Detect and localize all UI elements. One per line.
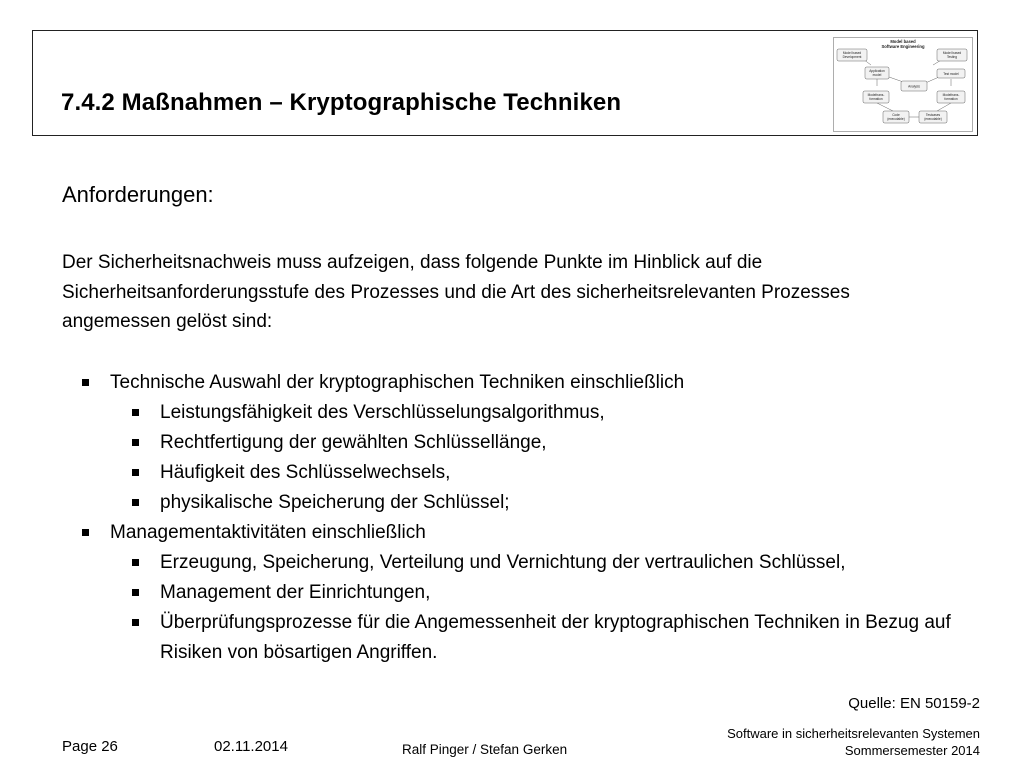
svg-text:Application: Application <box>869 69 885 73</box>
slide-header <box>32 30 978 136</box>
list-item <box>80 608 985 668</box>
list-item <box>80 548 985 578</box>
svg-text:(executable): (executable) <box>887 117 905 121</box>
bullet-marker <box>132 619 139 626</box>
svg-text:formation: formation <box>869 97 883 101</box>
bullet-marker <box>82 529 89 536</box>
list-item <box>80 518 985 548</box>
mbse-diagram-graphic <box>833 37 973 132</box>
list-item-text: Management der Einrichtungen, <box>160 582 431 603</box>
list-item <box>80 368 985 398</box>
list-item-text: Überprüfungsprozesse für die Angemessenheit der kryptographischen Techniken in Bezug auf Risiken von bösartigen Angriffen. <box>160 612 951 663</box>
footer-date: 02.11.2014 <box>214 738 288 755</box>
diagram-title-line1: Model based <box>890 39 916 44</box>
svg-text:Modeltrans-: Modeltrans- <box>867 93 885 97</box>
svg-text:Analysis: Analysis <box>908 84 920 89</box>
bullet-marker <box>132 439 139 446</box>
list-item-text: Häufigkeit des Schlüsselwechsels, <box>160 462 451 483</box>
bullet-marker <box>132 589 139 596</box>
list-item <box>80 578 985 608</box>
requirements-list <box>80 368 985 668</box>
bullet-marker <box>132 499 139 506</box>
mbse-diagram <box>833 37 973 132</box>
list-item <box>80 428 985 458</box>
list-item <box>80 398 985 428</box>
course-semester: Sommersemester 2014 <box>844 743 980 758</box>
section-heading: Anforderungen: <box>62 182 214 207</box>
svg-text:Code: Code <box>892 113 900 117</box>
svg-text:formation: formation <box>944 97 958 101</box>
list-item-text: Leistungsfähigkeit des Verschlüsselungsalgorithmus, <box>160 402 605 423</box>
bullet-marker <box>132 469 139 476</box>
svg-text:Testing: Testing <box>946 55 958 59</box>
footer-course <box>727 725 980 759</box>
svg-text:Model based: Model based <box>942 51 962 55</box>
svg-text:Test model: Test model <box>943 72 959 76</box>
page-number: Page 26 <box>62 738 118 755</box>
bullet-marker <box>132 559 139 566</box>
list-item-text: Technische Auswahl der kryptographischen Techniken einschließlich <box>110 372 685 393</box>
footer-authors: Ralf Pinger / Stefan Gerken <box>402 742 568 757</box>
svg-text:(executable): (executable) <box>924 117 942 121</box>
list-item <box>80 488 985 518</box>
svg-text:Testcases: Testcases <box>925 113 941 117</box>
list-item-text: Rechtfertigung der gewählten Schlüssellänge, <box>160 432 547 453</box>
svg-text:Modeltrans-: Modeltrans- <box>942 93 960 97</box>
list-item-text: physikalische Speicherung der Schlüssel; <box>160 492 510 513</box>
svg-text:model: model <box>872 73 882 77</box>
intro-paragraph: Der Sicherheitsnachweis muss aufzeigen, dass folgende Punkte im Hinblick auf die Sicherheitsanforderungsstufe des Prozesses und die Art des sicherheitsrelevanten Prozesses angemessen gelöst sind: <box>62 252 850 332</box>
bullet-marker <box>132 409 139 416</box>
bullet-marker <box>82 379 89 386</box>
list-item <box>80 458 985 488</box>
svg-text:Development: Development <box>842 55 862 59</box>
list-item-text: Managementaktivitäten einschließlich <box>110 522 426 543</box>
slide-title: 7.4.2 Maßnahmen – Kryptographische Techniken <box>61 89 622 116</box>
list-item-text: Erzeugung, Speicherung, Verteilung und Vernichtung der vertraulichen Schlüssel, <box>160 552 846 573</box>
diagram-title-line2: Software Engineering <box>881 44 925 49</box>
course-title: Software in sicherheitsrelevanten Systemen <box>727 726 980 741</box>
source-citation: Quelle: EN 50159-2 <box>848 695 980 712</box>
svg-text:Model based: Model based <box>842 51 862 55</box>
